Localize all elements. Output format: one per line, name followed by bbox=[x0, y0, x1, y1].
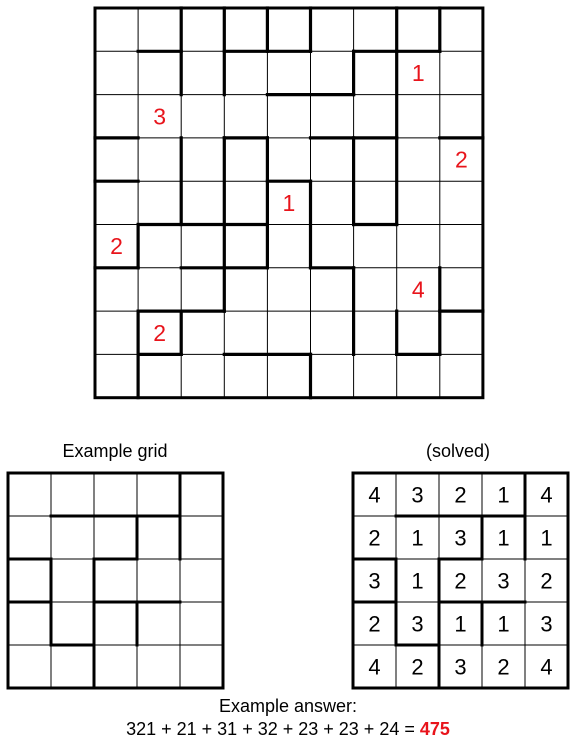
solution-digit: 3 bbox=[368, 568, 381, 594]
example-grid-caption: Example grid bbox=[62, 441, 168, 461]
solution-digit: 2 bbox=[454, 482, 467, 508]
solution-digit: 1 bbox=[540, 525, 553, 551]
solution-digit: 3 bbox=[411, 611, 424, 637]
clue-number: 2 bbox=[110, 233, 123, 260]
clue-number: 1 bbox=[411, 59, 425, 86]
solution-digit: 2 bbox=[368, 611, 381, 637]
solved-caption: (solved) bbox=[425, 441, 491, 461]
solution-digit: 4 bbox=[540, 654, 553, 680]
clue-number: 4 bbox=[411, 276, 425, 303]
solution-digit: 2 bbox=[540, 568, 553, 594]
solution-digit: 4 bbox=[368, 654, 381, 680]
solution-digit: 1 bbox=[411, 568, 424, 594]
solution-digit: 2 bbox=[411, 654, 424, 680]
main-puzzle-grid bbox=[95, 8, 483, 398]
example-grid bbox=[8, 473, 223, 688]
solution-digit: 1 bbox=[497, 482, 510, 508]
solution-digit: 3 bbox=[540, 611, 553, 637]
clue-number: 1 bbox=[282, 189, 296, 216]
solution-digit: 2 bbox=[454, 568, 467, 594]
solution-digit: 2 bbox=[497, 654, 510, 680]
solution-digit: 4 bbox=[368, 482, 381, 508]
clue-number: 2 bbox=[153, 319, 167, 346]
solution-digit: 3 bbox=[454, 654, 467, 680]
solution-digit: 4 bbox=[540, 482, 553, 508]
example-answer-total: 475 bbox=[419, 719, 450, 739]
solution-digit: 2 bbox=[368, 525, 381, 551]
solution-digit: 3 bbox=[454, 525, 467, 551]
clue-number: 3 bbox=[153, 103, 167, 130]
solution-digit: 1 bbox=[454, 611, 467, 637]
solution-digit: 1 bbox=[497, 525, 510, 551]
example-answer-expression: 321 + 21 + 31 + 32 + 23 + 23 + 24 = bbox=[126, 719, 420, 739]
clue-number: 2 bbox=[454, 146, 468, 173]
grid-frame bbox=[8, 473, 223, 688]
solved-example-grid bbox=[353, 473, 568, 688]
example-answer-line bbox=[0, 719, 576, 740]
solution-digit: 1 bbox=[497, 611, 510, 637]
solution-digit: 1 bbox=[411, 525, 424, 551]
example-answer-label: Example answer: bbox=[218, 696, 358, 716]
solution-digit: 3 bbox=[497, 568, 510, 594]
solution-digit: 3 bbox=[411, 482, 424, 508]
